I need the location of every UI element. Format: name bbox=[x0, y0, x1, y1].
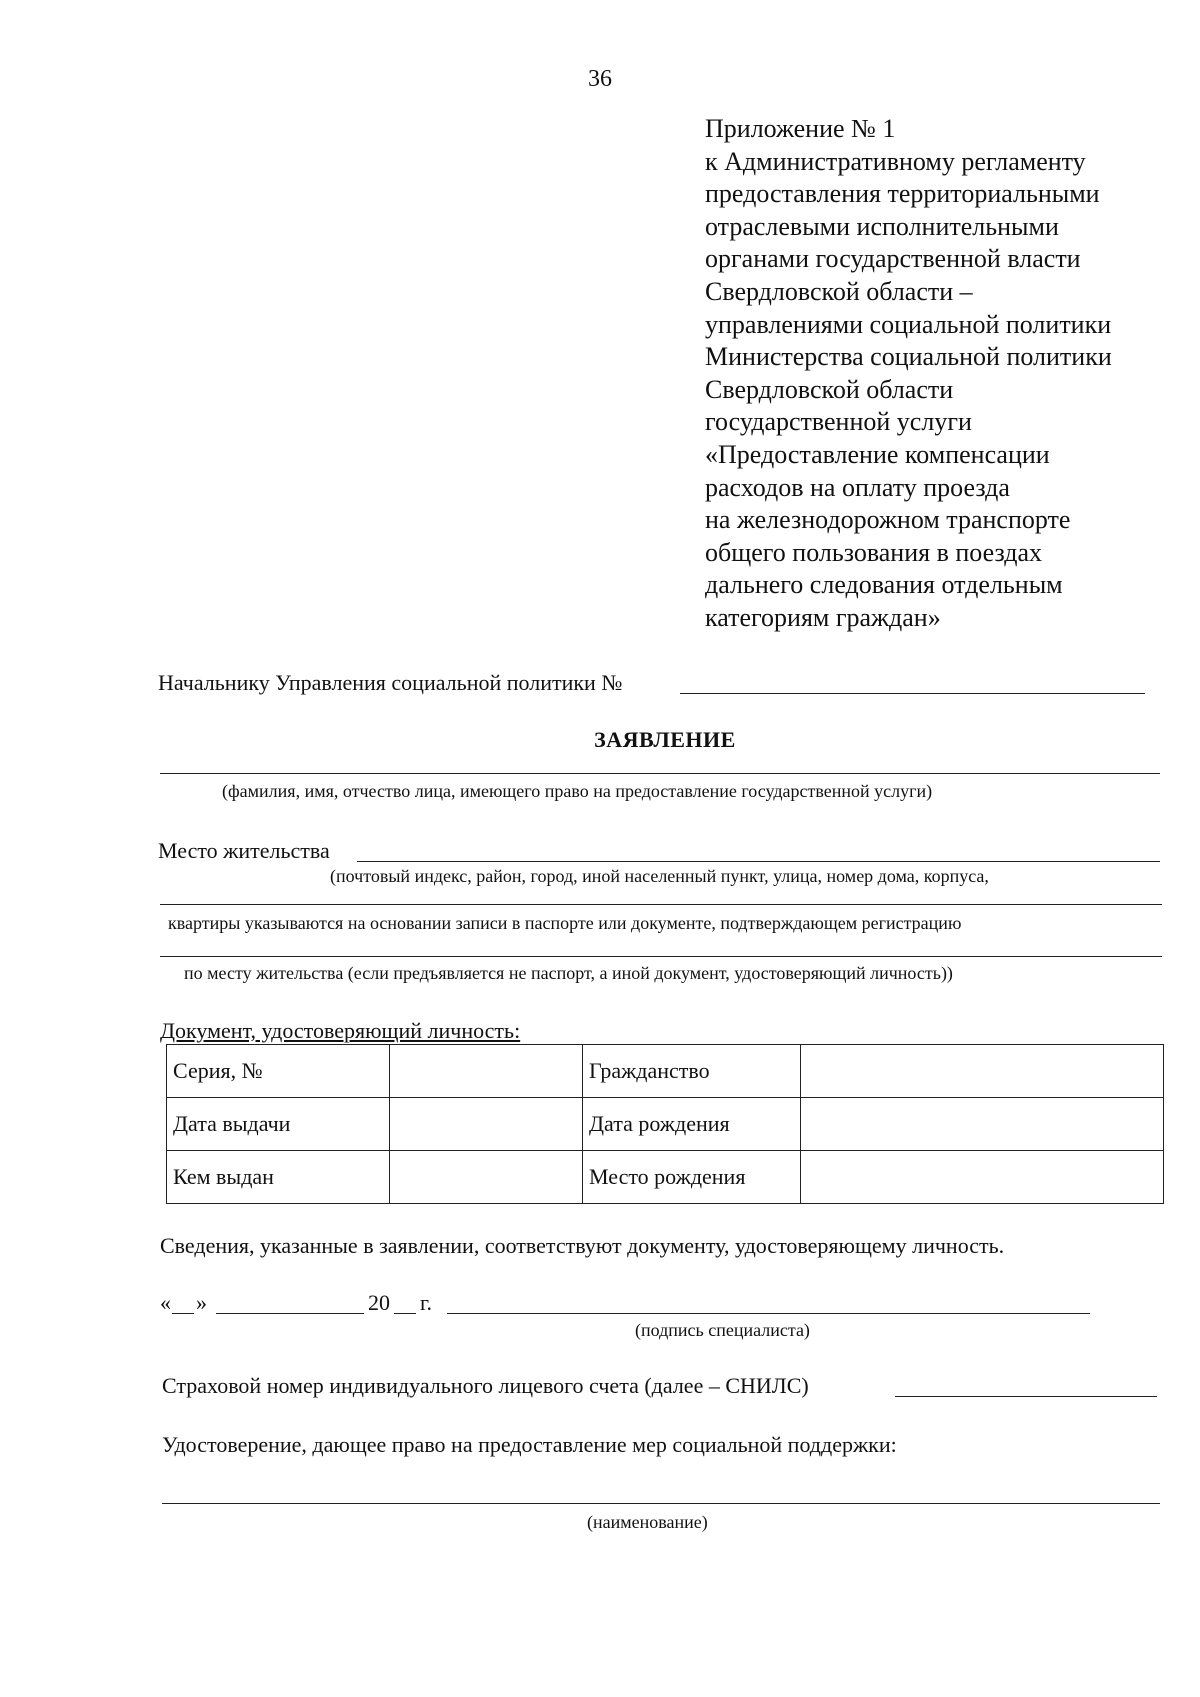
appendix-line: органами государственной власти bbox=[705, 244, 1081, 274]
id-doc-table bbox=[166, 1044, 1164, 1204]
appendix-line: «Предоставление компенсации bbox=[705, 439, 1050, 469]
id-doc-value-birth-place[interactable] bbox=[801, 1151, 1164, 1204]
id-doc-label-birth-date: Дата рождения bbox=[583, 1098, 801, 1151]
snils-field[interactable] bbox=[895, 1396, 1157, 1397]
appendix-line: государственной услуги bbox=[705, 407, 972, 437]
residence-caption-2: квартиры указываются на основании записи в паспорте или документе, подтверждающем регистрацию bbox=[168, 913, 962, 933]
appendix-line: к Административному регламенту bbox=[705, 146, 1086, 176]
table-row bbox=[167, 1098, 1164, 1151]
residence-caption-3: по месту жительства (если предъявляется не паспорт, а иной документ, удостоверяющий личность)) bbox=[184, 963, 953, 983]
appendix-line: Свердловской области – bbox=[705, 276, 973, 306]
id-doc-value-series[interactable] bbox=[390, 1045, 583, 1098]
page-number: 36 bbox=[588, 66, 612, 92]
document-title: ЗАЯВЛЕНИЕ bbox=[594, 727, 736, 752]
id-doc-label-issue-date: Дата выдачи bbox=[167, 1098, 390, 1151]
fio-field[interactable] bbox=[160, 773, 1160, 774]
signature-field[interactable] bbox=[447, 1313, 1090, 1314]
day-field[interactable] bbox=[172, 1313, 194, 1314]
month-field[interactable] bbox=[216, 1313, 364, 1314]
certificate-caption: (наименование) bbox=[587, 1512, 708, 1532]
residence-field-line-3[interactable] bbox=[160, 956, 1162, 957]
id-doc-label-citizenship: Гражданство bbox=[583, 1045, 801, 1098]
table-row bbox=[167, 1151, 1164, 1204]
appendix-line: категориям граждан» bbox=[705, 602, 941, 632]
date-close-quote: » bbox=[196, 1290, 207, 1315]
certificate-label: Удостоверение, дающее право на предоставление мер социальной поддержки: bbox=[162, 1432, 897, 1457]
id-doc-label-birth-place: Место рождения bbox=[583, 1151, 801, 1204]
certificate-field[interactable] bbox=[162, 1503, 1160, 1504]
appendix-line: предоставления территориальными bbox=[705, 179, 1100, 209]
year-suffix: г. bbox=[420, 1290, 433, 1315]
residence-label: Место жительства bbox=[158, 838, 330, 863]
appendix-line: Приложение № 1 bbox=[705, 114, 896, 143]
date-open-quote: « bbox=[160, 1290, 171, 1315]
id-doc-label-series: Серия, № bbox=[167, 1045, 390, 1098]
snils-label: Страховой номер индивидуального лицевого счета (далее – СНИЛС) bbox=[162, 1373, 809, 1398]
year-prefix: 20 bbox=[368, 1290, 390, 1315]
appendix-line: управлениями социальной политики bbox=[705, 309, 1112, 339]
addressee-label: Начальнику Управления социальной политики № bbox=[158, 670, 623, 695]
addressee-number-field[interactable] bbox=[680, 693, 1145, 694]
table-row bbox=[167, 1045, 1164, 1098]
id-doc-label-issued-by: Кем выдан bbox=[167, 1151, 390, 1204]
id-doc-heading: Документ, удостоверяющий личность: bbox=[160, 1018, 521, 1043]
confirmation-text: Сведения, указанные в заявлении, соответствуют документу, удостоверяющему личность. bbox=[160, 1233, 1005, 1258]
id-doc-value-citizenship[interactable] bbox=[801, 1045, 1164, 1098]
appendix-line: общего пользования в поездах bbox=[705, 537, 1043, 567]
id-doc-value-birth-date[interactable] bbox=[801, 1098, 1164, 1151]
appendix-block bbox=[705, 113, 1175, 635]
appendix-line: отраслевыми исполнительными bbox=[705, 211, 1059, 241]
appendix-line: Свердловской области bbox=[705, 374, 954, 404]
signature-caption: (подпись специалиста) bbox=[635, 1320, 810, 1340]
residence-field[interactable] bbox=[357, 861, 1160, 862]
appendix-line: расходов на оплату проезда bbox=[705, 472, 1010, 502]
year-field[interactable] bbox=[394, 1313, 416, 1314]
residence-caption-1: (почтовый индекс, район, город, иной населенный пункт, улица, номер дома, корпуса, bbox=[330, 866, 989, 886]
appendix-line: дальнего следования отдельным bbox=[705, 570, 1063, 600]
fio-caption: (фамилия, имя, отчество лица, имеющего право на предоставление государственной услуги) bbox=[222, 781, 933, 801]
id-doc-value-issue-date[interactable] bbox=[390, 1098, 583, 1151]
appendix-line: Министерства социальной политики bbox=[705, 342, 1112, 372]
appendix-line: на железнодорожном транспорте bbox=[705, 505, 1071, 535]
id-doc-value-issued-by[interactable] bbox=[390, 1151, 583, 1204]
residence-field-line-2[interactable] bbox=[160, 904, 1162, 905]
